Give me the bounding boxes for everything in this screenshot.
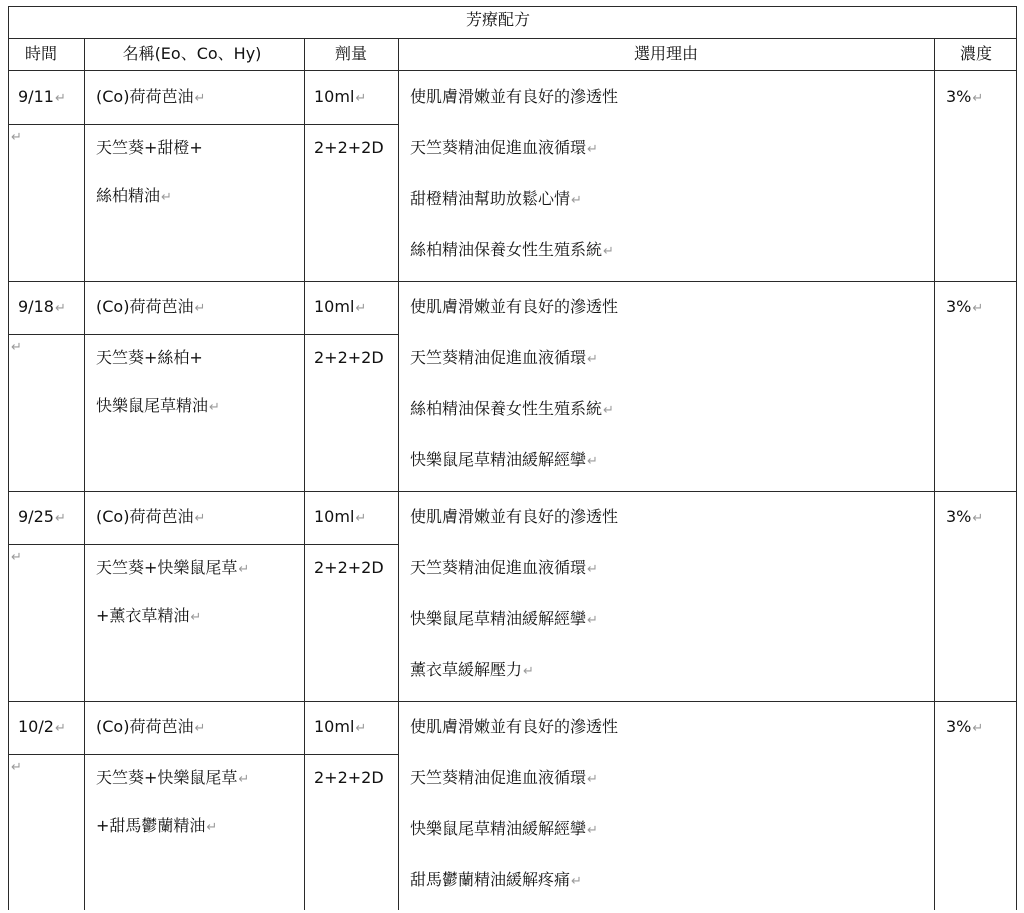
reason-line xyxy=(410,507,618,527)
record-concentration xyxy=(946,87,983,109)
paragraph-mark-icon: ↵ xyxy=(206,820,218,835)
paragraph-mark-icon: ↵ xyxy=(355,91,367,106)
record-date-text: 9/25 xyxy=(18,507,54,526)
paragraph-mark-icon: ↵ xyxy=(523,664,534,679)
record-date xyxy=(18,717,66,739)
reason-line-text: 甜橙精油幫助放鬆心情 xyxy=(410,189,571,208)
blend-dose-text: 2+2+2D xyxy=(314,348,384,367)
sub-row-border xyxy=(8,544,398,545)
blend-name-line xyxy=(96,396,220,418)
record-concentration-text: 3% xyxy=(946,87,972,106)
reason-line xyxy=(410,348,598,370)
reason-line xyxy=(410,399,614,421)
paragraph-mark-icon: ↵ xyxy=(194,721,206,736)
record-date-text: 9/18 xyxy=(18,297,54,316)
carrier-name-text: (Co)荷荷芭油 xyxy=(96,717,194,736)
reason-line xyxy=(410,240,614,262)
blend-dose xyxy=(314,768,384,788)
reason-line xyxy=(410,768,598,790)
carrier-dose-text: 10ml xyxy=(314,87,355,106)
reason-line-text: 薰衣草緩解壓力 xyxy=(410,660,523,679)
blend-dose-text: 2+2+2D xyxy=(314,768,384,787)
paragraph-mark-icon: ↵ xyxy=(194,511,206,526)
table-right-border xyxy=(1016,6,1017,910)
blend-name-line xyxy=(96,768,249,790)
record-row-border xyxy=(8,701,1016,702)
reason-line xyxy=(410,660,534,682)
paragraph-mark-icon: ↵ xyxy=(972,511,984,526)
blend-name-line xyxy=(96,558,249,580)
header-dose: 劑量 xyxy=(334,44,367,63)
reason-line-text: 使肌膚滑嫩並有良好的滲透性 xyxy=(410,507,619,526)
blend-name-line-text: 天竺葵+甜橙+ xyxy=(96,138,203,157)
paragraph-mark-icon: ↵ xyxy=(54,91,66,106)
carrier-dose xyxy=(314,297,366,319)
reason-line xyxy=(410,558,598,580)
paragraph-mark-icon: ↵ xyxy=(54,721,66,736)
paragraph-mark-icon: ↵ xyxy=(209,400,220,415)
paragraph-mark-icon: ↵ xyxy=(11,130,22,145)
header-concentration: 濃度 xyxy=(959,44,992,63)
paragraph-mark-icon: ↵ xyxy=(972,91,984,106)
blend-name-line-text: +薰衣草精油 xyxy=(96,606,190,625)
title-row-border xyxy=(8,38,1016,39)
blend-dose-text: 2+2+2D xyxy=(314,138,384,157)
sub-row-border xyxy=(8,124,398,125)
paragraph-mark-icon: ↵ xyxy=(587,613,598,628)
paragraph-mark-icon: ↵ xyxy=(355,301,367,316)
blend-dose xyxy=(314,348,384,368)
reason-line xyxy=(410,870,582,892)
paragraph-mark-icon: ↵ xyxy=(54,301,66,316)
paragraph-mark-icon: ↵ xyxy=(571,193,582,208)
blend-name-line-text: 天竺葵+絲柏+ xyxy=(96,348,203,367)
blend-dose-text: 2+2+2D xyxy=(314,558,384,577)
header-reason: 選用理由 xyxy=(633,44,698,63)
reason-line-text: 絲柏精油保養女性生殖系統 xyxy=(410,240,603,259)
carrier-name xyxy=(96,87,205,109)
reason-line xyxy=(410,297,618,317)
blend-dose xyxy=(314,138,384,158)
record-concentration-text: 3% xyxy=(946,297,972,316)
column-divider-4 xyxy=(934,38,935,910)
carrier-name-text: (Co)荷荷芭油 xyxy=(96,507,194,526)
reason-line-text: 甜馬鬱蘭精油緩解疼痛 xyxy=(410,870,571,889)
record-date-text: 9/11 xyxy=(18,87,54,106)
carrier-name-text: (Co)荷荷芭油 xyxy=(96,87,194,106)
record-concentration-text: 3% xyxy=(946,717,972,736)
carrier-name xyxy=(96,507,205,529)
table-left-border xyxy=(8,6,9,910)
blend-name-line xyxy=(96,348,203,368)
paragraph-mark-icon: ↵ xyxy=(54,511,66,526)
carrier-name-text: (Co)荷荷芭油 xyxy=(96,297,194,316)
paragraph-mark-icon: ↵ xyxy=(571,874,582,889)
paragraph-mark-icon: ↵ xyxy=(194,91,206,106)
paragraph-mark-icon: ↵ xyxy=(587,352,598,367)
reason-line xyxy=(410,609,598,631)
paragraph-mark-icon: ↵ xyxy=(587,454,598,469)
record-date-text: 10/2 xyxy=(18,717,54,736)
paragraph-mark-icon: ↵ xyxy=(355,721,367,736)
blend-name-line-text: +甜馬鬱蘭精油 xyxy=(96,816,206,835)
carrier-dose xyxy=(314,87,366,109)
record-date xyxy=(18,507,66,529)
column-divider-3 xyxy=(398,38,399,910)
blend-name-line xyxy=(96,606,201,628)
reason-line-text: 天竺葵精油促進血液循環 xyxy=(410,348,587,367)
record-date xyxy=(18,87,66,109)
record-concentration xyxy=(946,507,983,529)
paragraph-mark-icon: ↵ xyxy=(11,760,22,775)
paragraph-mark-icon: ↵ xyxy=(194,301,206,316)
record-row-border xyxy=(8,281,1016,282)
paragraph-mark-icon: ↵ xyxy=(587,823,598,838)
sub-row-border xyxy=(8,334,398,335)
reason-line-text: 使肌膚滑嫩並有良好的滲透性 xyxy=(410,297,619,316)
header-name: 名稱(Eo、Co、Hy) xyxy=(122,44,262,63)
carrier-dose xyxy=(314,507,366,529)
reason-line-text: 快樂鼠尾草精油緩解經攣 xyxy=(410,609,587,628)
record-concentration-text: 3% xyxy=(946,507,972,526)
paragraph-mark-icon: ↵ xyxy=(587,562,598,577)
table-top-border xyxy=(8,6,1016,7)
reason-line xyxy=(410,717,618,737)
reason-line xyxy=(410,87,618,107)
paragraph-mark-icon: ↵ xyxy=(587,772,598,787)
reason-line-text: 絲柏精油保養女性生殖系統 xyxy=(410,399,603,418)
sub-row-border xyxy=(8,754,398,755)
header-row-border xyxy=(8,70,1016,71)
reason-line xyxy=(410,189,582,211)
paragraph-mark-icon: ↵ xyxy=(587,142,598,157)
reason-line-text: 快樂鼠尾草精油緩解經攣 xyxy=(410,819,587,838)
reason-line xyxy=(410,138,598,160)
paragraph-mark-icon: ↵ xyxy=(11,340,22,355)
carrier-name xyxy=(96,297,205,319)
reason-line xyxy=(410,819,598,841)
paragraph-mark-icon: ↵ xyxy=(161,190,172,205)
paragraph-mark-icon: ↵ xyxy=(603,403,614,418)
column-divider-2 xyxy=(304,38,305,910)
blend-name-line-text: 絲柏精油 xyxy=(96,186,161,205)
carrier-name xyxy=(96,717,205,739)
paragraph-mark-icon: ↵ xyxy=(11,550,22,565)
paragraph-mark-icon: ↵ xyxy=(972,721,984,736)
paragraph-mark-icon: ↵ xyxy=(238,562,250,577)
reason-line-text: 天竺葵精油促進血液循環 xyxy=(410,138,587,157)
header-time: 時間 xyxy=(24,44,57,63)
record-date xyxy=(18,297,66,319)
blend-name-line-text: 天竺葵+快樂鼠尾草 xyxy=(96,558,238,577)
paragraph-mark-icon: ↵ xyxy=(972,301,984,316)
column-divider-1 xyxy=(84,38,85,910)
reason-line xyxy=(410,450,598,472)
paragraph-mark-icon: ↵ xyxy=(355,511,367,526)
blend-name-line xyxy=(96,138,203,158)
paragraph-mark-icon: ↵ xyxy=(238,772,250,787)
blend-name-line xyxy=(96,816,217,838)
record-concentration xyxy=(946,717,983,739)
reason-line-text: 使肌膚滑嫩並有良好的滲透性 xyxy=(410,717,619,736)
reason-line-text: 快樂鼠尾草精油緩解經攣 xyxy=(410,450,587,469)
blend-dose xyxy=(314,558,384,578)
paragraph-mark-icon: ↵ xyxy=(190,610,202,625)
blend-name-line-text: 天竺葵+快樂鼠尾草 xyxy=(96,768,238,787)
paragraph-mark-icon: ↵ xyxy=(603,244,614,259)
record-row-border xyxy=(8,491,1016,492)
blend-name-line xyxy=(96,186,172,208)
carrier-dose-text: 10ml xyxy=(314,717,355,736)
reason-line-text: 天竺葵精油促進血液循環 xyxy=(410,768,587,787)
record-concentration xyxy=(946,297,983,319)
reason-line-text: 使肌膚滑嫩並有良好的滲透性 xyxy=(410,87,619,106)
carrier-dose-text: 10ml xyxy=(314,297,355,316)
carrier-dose xyxy=(314,717,366,739)
table-title: 芳療配方 xyxy=(466,10,531,29)
blend-name-line-text: 快樂鼠尾草精油 xyxy=(96,396,209,415)
reason-line-text: 天竺葵精油促進血液循環 xyxy=(410,558,587,577)
carrier-dose-text: 10ml xyxy=(314,507,355,526)
